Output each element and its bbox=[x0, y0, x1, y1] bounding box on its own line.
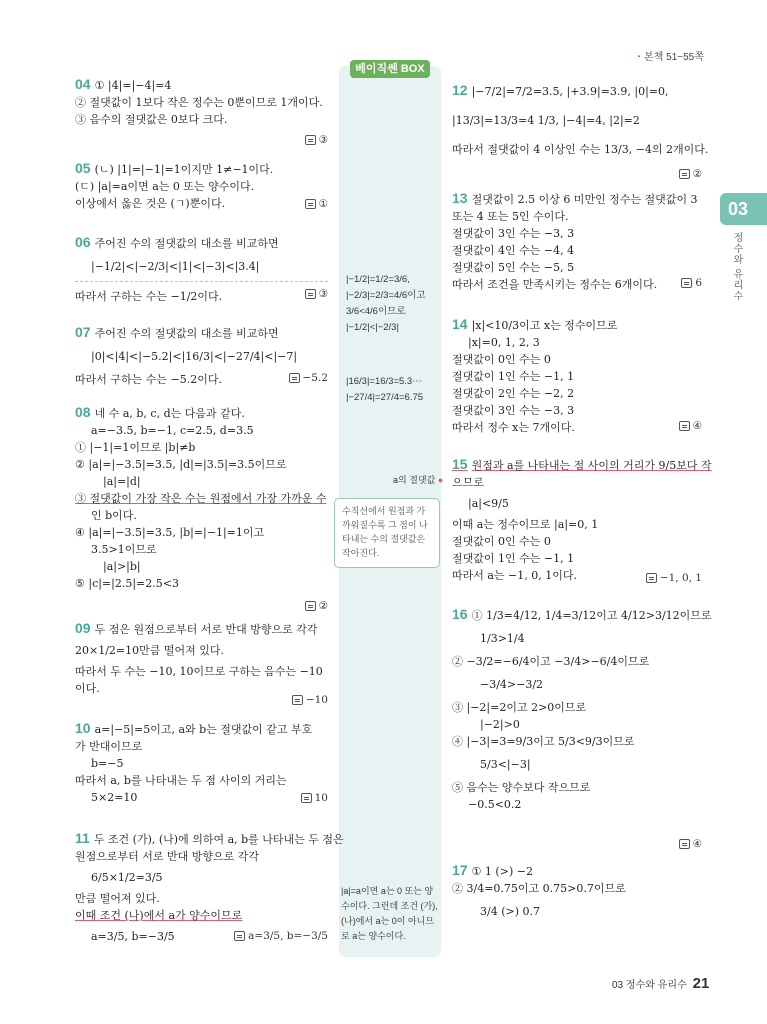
answer-icon bbox=[646, 573, 657, 583]
solution-line: 5/3<|−3| bbox=[480, 758, 531, 771]
solution-line: −0.5<0.2 bbox=[468, 798, 522, 811]
problem-number: 13 bbox=[452, 190, 468, 206]
solution-line: 원점으로부터 서로 반대 방향으로 각각 bbox=[75, 850, 260, 863]
answer: −1, 0, 1 bbox=[646, 570, 702, 587]
answer-icon bbox=[301, 793, 312, 803]
solution-line: ⑤ |c|=|2.5|=2.5<3 bbox=[75, 577, 179, 590]
solution-line: |a|=|d| bbox=[103, 475, 141, 488]
solution-line: b=−5 bbox=[91, 757, 124, 770]
solution-line: ① 1/3=4/12, 1/4=3/12이고 4/12>3/12이므로 bbox=[471, 609, 712, 622]
solution-line: |−2|>0 bbox=[480, 718, 520, 731]
solution-line: 주어진 수의 절댓값의 대소를 비교하면 bbox=[94, 237, 279, 250]
answer-icon bbox=[679, 839, 690, 849]
solution-line: 따라서 구하는 수는 −5.2이다. bbox=[75, 373, 222, 386]
answer: 6 bbox=[681, 275, 702, 292]
solution-line: ④ |a|=|−3.5|=3.5, |b|=|−1|=1이고 bbox=[75, 526, 265, 539]
answer-icon bbox=[679, 421, 690, 431]
reference-text: 본책 51~55쪽 bbox=[644, 52, 704, 63]
answer: ③ bbox=[305, 132, 328, 149]
problem-13 bbox=[452, 190, 702, 316]
answer: ② bbox=[679, 166, 702, 183]
solution-line: ② 3/4=0.75이고 0.75>0.7이므로 bbox=[452, 882, 626, 895]
note-line: |16/3|=16/3=5.3⋯ bbox=[346, 376, 422, 387]
solution-line: 5×2=10 bbox=[91, 791, 138, 804]
answer-icon bbox=[292, 695, 303, 705]
answer: 10 bbox=[301, 790, 328, 807]
solution-line: ③ 절댓값이 가장 작은 수는 원점에서 가장 가까운 수 bbox=[75, 492, 327, 505]
solution-line: 네 수 a, b, c, d는 다음과 같다. bbox=[94, 407, 245, 420]
solution-line: ② −3/2=−6/4이고 −3/4>−6/4이므로 bbox=[452, 655, 650, 668]
solution-line: ① 1 (>) −2 bbox=[471, 865, 533, 878]
problem-12 bbox=[452, 82, 709, 190]
solution-line: |−1/2|<|−2/3|<|1|<|−3|<|3.4| bbox=[75, 252, 328, 282]
page-reference bbox=[635, 48, 704, 63]
answer-icon bbox=[681, 278, 692, 288]
solution-line: 따라서 구하는 수는 −1/2이다. bbox=[75, 290, 223, 303]
solution-line: 이다. bbox=[75, 682, 100, 695]
answer-icon bbox=[305, 289, 316, 299]
solution-line: |a|>|b| bbox=[103, 560, 141, 573]
problem-number: 04 bbox=[75, 76, 91, 92]
box-note-07 bbox=[346, 374, 423, 406]
solution-line: 으므로 bbox=[452, 476, 484, 489]
solution-line: 두 점은 원점으로부터 서로 반대 방향으로 각각 bbox=[94, 623, 318, 636]
solution-line: 절댓값이 1인 수는 −1, 1 bbox=[452, 552, 575, 565]
page-footer bbox=[612, 975, 709, 992]
solution-line: 3.5>1이므로 bbox=[91, 543, 157, 556]
problem-05 bbox=[75, 160, 328, 234]
problem-17 bbox=[452, 862, 702, 942]
answer-icon bbox=[305, 135, 316, 145]
solution-line: |0|<|4|<|−5.2|<|16/3|<|−27/4|<|−7| bbox=[91, 350, 298, 363]
solution-line: 따라서 a, b를 나타내는 두 점 사이의 거리는 bbox=[75, 774, 287, 787]
solution-line: 절댓값이 0인 수는 0 bbox=[452, 535, 551, 548]
solution-line: 또는 4 또는 5인 수이다. bbox=[452, 210, 569, 223]
answer: ② bbox=[305, 598, 328, 615]
answer: ① bbox=[305, 196, 328, 213]
left-column bbox=[75, 76, 344, 960]
solution-line: |x|=0, 1, 2, 3 bbox=[468, 336, 540, 349]
answer: ③ bbox=[305, 286, 328, 303]
answer-icon bbox=[289, 373, 300, 383]
solution-line: |x|<10/3이고 x는 정수이므로 bbox=[471, 319, 618, 332]
note-line: |−1/2|=1/2=3/6, bbox=[346, 274, 410, 285]
basic-box-title: 베이직쎈 BOX bbox=[350, 60, 430, 78]
solution-line: 절댓값이 1인 수는 −1, 1 bbox=[452, 370, 575, 383]
solution-line: 1/3>1/4 bbox=[480, 632, 525, 645]
box-note-11: |a|=a이면 a는 0 또는 양수이다. 그런데 조건 (가), (나)에서 a는 0이 아니므로 a는 양수이다. bbox=[341, 886, 438, 941]
problem-number: 10 bbox=[75, 720, 91, 736]
solution-line: 절댓값이 3인 수는 −3, 3 bbox=[452, 227, 575, 240]
solution-line: ① |−1|=1이므로 |b|≠b bbox=[75, 441, 196, 454]
note-line: |−2/3|=2/3=4/6이고 bbox=[346, 290, 426, 301]
leaf-icon: ◔ bbox=[635, 52, 642, 63]
problem-number: 12 bbox=[452, 82, 468, 98]
solution-line: (ㄴ) |1|=|−1|=1이지만 1≠−1이다. bbox=[94, 163, 274, 176]
answer: ④ bbox=[679, 836, 702, 853]
answer-icon bbox=[305, 601, 316, 611]
solution-line: 절댓값이 5인 수는 −5, 5 bbox=[452, 261, 575, 274]
solution-line: 절댓값이 0인 수는 0 bbox=[452, 353, 551, 366]
solution-line: 절댓값이 4인 수는 −4, 4 bbox=[452, 244, 575, 257]
solution-line: ② |a|=|−3.5|=3.5, |d|=|3.5|=3.5이므로 bbox=[75, 458, 287, 471]
answer: −10 bbox=[292, 692, 328, 709]
answer-icon bbox=[234, 931, 245, 941]
solution-line: ⑤ 음수는 양수보다 작으므로 bbox=[452, 781, 591, 794]
solution-line: 두 조건 (가), (나)에 의하여 a, b를 나타내는 두 점은 bbox=[93, 833, 344, 846]
problem-number: 07 bbox=[75, 324, 91, 340]
solution-line: 절댓값이 3인 수는 −3, 3 bbox=[452, 404, 575, 417]
solution-line: |a|<9/5 bbox=[468, 497, 509, 510]
problem-14 bbox=[452, 316, 702, 456]
note-line: |−1/2|<|−2/3| bbox=[346, 322, 399, 333]
problem-08 bbox=[75, 404, 328, 620]
problem-number: 11 bbox=[75, 830, 90, 846]
answer-icon bbox=[679, 169, 690, 179]
solution-line: 만큼 떨어져 있다. bbox=[75, 892, 160, 905]
right-column bbox=[452, 82, 712, 942]
solution-line: 따라서 a는 −1, 0, 1이다. bbox=[452, 569, 578, 582]
box-label-a: a의 절댓값 ● bbox=[393, 475, 444, 485]
problem-09 bbox=[75, 620, 328, 720]
solution-line: ③ |−2|=2이고 2>0이므로 bbox=[452, 701, 587, 714]
problem-15 bbox=[452, 456, 712, 606]
problem-number: 14 bbox=[452, 316, 468, 332]
solution-line: 절댓값이 2인 수는 −2, 2 bbox=[452, 387, 575, 400]
problem-number: 17 bbox=[452, 862, 468, 878]
solution-line: 따라서 절댓값이 4 이상인 수는 13/3, −4의 2개이다. bbox=[452, 143, 709, 156]
footer-chapter: 03 정수와 유리수 bbox=[612, 980, 687, 991]
solution-line: 20×1/2=10만큼 떨어져 있다. bbox=[75, 644, 225, 657]
problem-10 bbox=[75, 720, 328, 830]
solution-line: a=3/5, b=−3/5 bbox=[91, 930, 175, 943]
problem-11 bbox=[75, 830, 344, 960]
solution-line: ④ |−3|=3=9/3이고 5/3<9/3이므로 bbox=[452, 735, 635, 748]
solution-line: 이상에서 옳은 것은 (ㄱ)뿐이다. bbox=[75, 197, 226, 210]
problem-number: 09 bbox=[75, 620, 91, 636]
solution-line: 따라서 두 수는 −10, 10이므로 구하는 음수는 −10 bbox=[75, 665, 323, 678]
answer: a=3/5, b=−3/5 bbox=[234, 928, 328, 945]
note-line: 3/6<4/6이므로 bbox=[346, 306, 406, 317]
solution-line: 이때 조건 (나)에서 a가 양수이므로 bbox=[75, 909, 243, 922]
problem-number: 06 bbox=[75, 234, 91, 250]
solution-line: 절댓값이 2.5 이상 6 미만인 정수는 절댓값이 3 bbox=[471, 193, 698, 206]
solution-line: 인 b이다. bbox=[91, 509, 137, 522]
box-note-06 bbox=[346, 272, 426, 336]
note-line: |−27/4|=27/4=6.75 bbox=[346, 392, 424, 403]
solution-line: 가 반대이므로 bbox=[75, 740, 143, 753]
solution-line: 원점과 a를 나타내는 점 사이의 거리가 9/5보다 작 bbox=[471, 459, 712, 472]
chapter-tab: 03 bbox=[720, 193, 767, 225]
answer: ④ bbox=[679, 418, 702, 435]
problem-07 bbox=[75, 324, 328, 404]
solution-line: |13/3|=13/3=4 1/3, |−4|=4, |2|=2 bbox=[452, 114, 640, 127]
solution-line: 주어진 수의 절댓값의 대소를 비교하면 bbox=[94, 327, 279, 340]
solution-line: (ㄷ) |a|=a이면 a는 0 또는 양수이다. bbox=[75, 180, 255, 193]
solution-line: a=|−5|=5이고, a와 b는 절댓값이 같고 부호 bbox=[94, 723, 313, 736]
solution-line: 따라서 정수 x는 7개이다. bbox=[452, 421, 575, 434]
solution-line: a=−3.5, b=−1, c=2.5, d=3.5 bbox=[91, 424, 254, 437]
problem-04 bbox=[75, 76, 328, 154]
problem-number: 08 bbox=[75, 404, 91, 420]
problem-number: 15 bbox=[452, 456, 468, 472]
solution-line: −3/4>−3/2 bbox=[480, 678, 544, 691]
answer: −5.2 bbox=[289, 370, 329, 387]
problem-number: 16 bbox=[452, 606, 468, 622]
solution-line: 따라서 조건을 만족시키는 정수는 6개이다. bbox=[452, 278, 658, 291]
solution-line: ③ 음수의 절댓값은 0보다 크다. bbox=[75, 113, 228, 126]
answer-icon bbox=[305, 199, 316, 209]
problem-number: 05 bbox=[75, 160, 91, 176]
problem-16 bbox=[452, 606, 712, 862]
solution-line: ① |4|=|−4|=4 bbox=[94, 79, 172, 92]
solution-line: ② 절댓값이 1보다 작은 정수는 0뿐이므로 1개이다. bbox=[75, 96, 323, 109]
solution-line: 이때 a는 정수이므로 |a|=0, 1 bbox=[452, 518, 599, 531]
box-note-card: 수직선에서 원점과 가까워질수록 그 점이 나타내는 수의 절댓값은 작아진다. bbox=[334, 498, 440, 568]
solution-line: 6/5×1/2=3/5 bbox=[91, 871, 163, 884]
solution-line: 3/4 (>) 0.7 bbox=[480, 905, 540, 918]
problem-06 bbox=[75, 234, 328, 324]
page-number: 21 bbox=[692, 975, 710, 992]
solution-line: |−7/2|=7/2=3.5, |+3.9|=3.9, |0|=0, bbox=[471, 85, 669, 98]
chapter-tab-title: 정수와 유리수 bbox=[731, 232, 742, 302]
